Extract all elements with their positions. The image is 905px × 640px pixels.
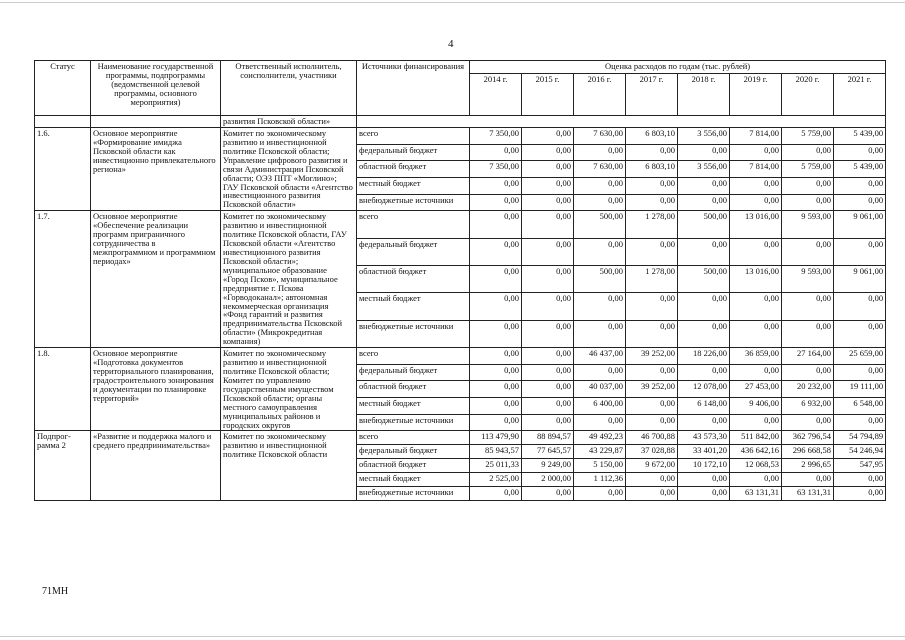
amount-cell: 46 437,00 (574, 348, 626, 365)
funding-source: областной бюджет (357, 381, 470, 398)
row-status: Подпрог-рамма 2 (35, 431, 91, 501)
row-responsible: Комитет по экономическому развитию и инвестиционной политике Псковской области, ГАУ Псковской области «Агентство инвестиционного развития Псковской области»; муниципальное образование «Город Псков», муниципальное предприятие г. Пскова «Горводоканал»; автономная некоммерческая организация «Фонд гарантий и развития предпринимательства Псковской области» (Микрокредитная компания) (221, 211, 357, 348)
amount-cell: 9 672,00 (626, 459, 678, 473)
amount-cell: 1 278,00 (626, 211, 678, 238)
row-status: 1.8. (35, 348, 91, 431)
amount-cell: 0,00 (730, 320, 782, 347)
amount-cell: 0,00 (574, 194, 626, 211)
row-responsible: Комитет по экономическому развитию и инвестиционной политике Псковской области (221, 431, 357, 501)
funding-source: федеральный бюджет (357, 238, 470, 265)
amount-cell: 0,00 (730, 364, 782, 381)
amount-cell: 0,00 (574, 320, 626, 347)
amount-cell: 37 028,88 (626, 445, 678, 459)
amount-cell: 0,00 (626, 398, 678, 415)
amount-cell: 0,00 (834, 414, 886, 431)
amount-cell: 2 000,00 (522, 473, 574, 487)
amount-cell: 0,00 (678, 487, 730, 501)
amount-cell: 2 996,65 (782, 459, 834, 473)
amount-cell: 9 061,00 (834, 211, 886, 238)
amount-cell: 500,00 (574, 266, 626, 293)
amount-cell: 0,00 (834, 364, 886, 381)
amount-cell: 0,00 (626, 320, 678, 347)
amount-cell: 10 172,10 (678, 459, 730, 473)
amount-cell: 0,00 (834, 473, 886, 487)
amount-cell: 0,00 (626, 487, 678, 501)
amount-cell: 0,00 (522, 161, 574, 178)
amount-cell: 9 593,00 (782, 211, 834, 238)
amount-cell: 77 645,57 (522, 445, 574, 459)
amount-cell: 436 642,16 (730, 445, 782, 459)
scan-edge-bottom (0, 636, 905, 637)
table-row (35, 348, 886, 365)
amount-cell: 296 668,58 (782, 445, 834, 459)
amount-cell: 0,00 (574, 177, 626, 194)
amount-cell: 0,00 (730, 414, 782, 431)
amount-cell: 6 803,10 (626, 161, 678, 178)
amount-cell: 39 252,00 (626, 381, 678, 398)
amount-cell: 0,00 (470, 211, 522, 238)
amount-cell: 0,00 (522, 177, 574, 194)
amount-cell: 7 630,00 (574, 161, 626, 178)
amount-cell: 7 350,00 (470, 128, 522, 145)
amount-cell: 6 548,00 (834, 398, 886, 415)
header-responsible: Ответственный исполнитель, соисполнители, участники (221, 61, 357, 116)
amount-cell: 12 068,53 (730, 459, 782, 473)
amount-cell: 43 229,87 (574, 445, 626, 459)
amount-cell: 500,00 (678, 266, 730, 293)
amount-cell: 0,00 (782, 177, 834, 194)
amount-cell: 5 439,00 (834, 128, 886, 145)
amount-cell: 0,00 (626, 473, 678, 487)
amount-cell: 0,00 (522, 364, 574, 381)
budget-table (34, 60, 886, 501)
amount-cell: 0,00 (678, 293, 730, 320)
amount-cell: 46 700,88 (626, 431, 678, 445)
amount-cell: 0,00 (522, 348, 574, 365)
amount-cell: 36 859,00 (730, 348, 782, 365)
amount-cell: 0,00 (678, 144, 730, 161)
amount-cell: 20 232,00 (782, 381, 834, 398)
amount-cell: 0,00 (678, 473, 730, 487)
scan-edge-top (0, 2, 905, 3)
amount-cell: 0,00 (626, 364, 678, 381)
amount-cell: 0,00 (522, 211, 574, 238)
amount-cell: 5 439,00 (834, 161, 886, 178)
page-number: 4 (448, 38, 454, 50)
amount-cell: 0,00 (470, 381, 522, 398)
amount-cell: 0,00 (730, 194, 782, 211)
row-status: 1.6. (35, 128, 91, 211)
funding-source: всего (357, 211, 470, 238)
amount-cell: 0,00 (834, 238, 886, 265)
year-header: 2021 г. (834, 74, 886, 116)
funding-source: всего (357, 348, 470, 365)
amount-cell: 19 111,00 (834, 381, 886, 398)
amount-cell: 49 492,23 (574, 431, 626, 445)
amount-cell: 54 794,89 (834, 431, 886, 445)
amount-cell: 63 131,31 (730, 487, 782, 501)
amount-cell: 0,00 (522, 144, 574, 161)
amount-cell: 0,00 (678, 194, 730, 211)
amount-cell: 85 943,57 (470, 445, 522, 459)
year-header: 2017 г. (626, 74, 678, 116)
funding-source: местный бюджет (357, 293, 470, 320)
funding-source: местный бюджет (357, 473, 470, 487)
amount-cell: 7 814,00 (730, 128, 782, 145)
amount-cell: 0,00 (626, 194, 678, 211)
funding-source: местный бюджет (357, 177, 470, 194)
amount-cell: 0,00 (470, 364, 522, 381)
amount-cell: 0,00 (782, 320, 834, 347)
year-header: 2014 г. (470, 74, 522, 116)
amount-cell: 0,00 (470, 398, 522, 415)
amount-cell: 7 630,00 (574, 128, 626, 145)
amount-cell: 40 037,00 (574, 381, 626, 398)
amount-cell: 0,00 (470, 144, 522, 161)
amount-cell: 0,00 (782, 144, 834, 161)
amount-cell: 0,00 (782, 473, 834, 487)
funding-source: областной бюджет (357, 459, 470, 473)
amount-cell: 0,00 (470, 194, 522, 211)
amount-cell: 0,00 (470, 487, 522, 501)
amount-cell: 0,00 (678, 414, 730, 431)
amount-cell: 511 842,00 (730, 431, 782, 445)
amount-cell: 0,00 (470, 320, 522, 347)
amount-cell: 0,00 (522, 128, 574, 145)
amount-cell: 547,95 (834, 459, 886, 473)
amount-cell: 6 932,00 (782, 398, 834, 415)
funding-source: местный бюджет (357, 398, 470, 415)
amount-cell: 0,00 (470, 266, 522, 293)
header-status: Статус (35, 61, 91, 116)
amount-cell: 0,00 (522, 194, 574, 211)
funding-source: областной бюджет (357, 266, 470, 293)
amount-cell: 0,00 (626, 293, 678, 320)
amount-cell: 25 011,33 (470, 459, 522, 473)
amount-cell: 7 350,00 (470, 161, 522, 178)
amount-cell: 0,00 (834, 320, 886, 347)
amount-cell: 0,00 (626, 414, 678, 431)
amount-cell: 6 400,00 (574, 398, 626, 415)
funding-source: внебюджетные источники (357, 194, 470, 211)
amount-cell: 9 061,00 (834, 266, 886, 293)
amount-cell: 113 479,90 (470, 431, 522, 445)
amount-cell: 0,00 (782, 364, 834, 381)
amount-cell: 0,00 (782, 414, 834, 431)
amount-cell: 0,00 (522, 414, 574, 431)
amount-cell: 0,00 (574, 293, 626, 320)
amount-cell: 39 252,00 (626, 348, 678, 365)
amount-cell: 9 249,00 (522, 459, 574, 473)
row-name: Основное мероприятие «Подготовка документов территориального планирования, градостроительного зонирования и документации по планировке территорий» (91, 348, 221, 431)
row-name: «Развитие и поддержка малого и среднего предпринимательства» (91, 431, 221, 501)
amount-cell: 13 016,00 (730, 266, 782, 293)
amount-cell: 25 659,00 (834, 348, 886, 365)
amount-cell: 43 573,30 (678, 431, 730, 445)
continuation-row (35, 116, 886, 128)
amount-cell: 0,00 (834, 194, 886, 211)
amount-cell: 9 406,00 (730, 398, 782, 415)
amount-cell: 2 525,00 (470, 473, 522, 487)
amount-cell: 0,00 (522, 238, 574, 265)
amount-cell: 0,00 (678, 238, 730, 265)
amount-cell: 0,00 (470, 293, 522, 320)
amount-cell: 12 078,00 (678, 381, 730, 398)
amount-cell: 0,00 (678, 177, 730, 194)
amount-cell: 1 112,36 (574, 473, 626, 487)
amount-cell: 18 226,00 (678, 348, 730, 365)
amount-cell: 0,00 (730, 238, 782, 265)
table-row (35, 211, 886, 238)
amount-cell: 0,00 (522, 487, 574, 501)
amount-cell: 88 894,57 (522, 431, 574, 445)
amount-cell: 362 796,54 (782, 431, 834, 445)
header-row (35, 61, 886, 74)
amount-cell: 0,00 (678, 364, 730, 381)
amount-cell: 0,00 (522, 381, 574, 398)
amount-cell: 0,00 (574, 144, 626, 161)
amount-cell: 0,00 (782, 194, 834, 211)
amount-cell: 54 246,94 (834, 445, 886, 459)
funding-source: федеральный бюджет (357, 364, 470, 381)
amount-cell: 0,00 (574, 487, 626, 501)
amount-cell: 0,00 (470, 348, 522, 365)
amount-cell: 0,00 (574, 414, 626, 431)
amount-cell: 3 556,00 (678, 128, 730, 145)
amount-cell: 500,00 (678, 211, 730, 238)
header-estimate: Оценка расходов по годам (тыс. рублей) (470, 61, 886, 74)
amount-cell: 5 150,00 (574, 459, 626, 473)
year-header: 2016 г. (574, 74, 626, 116)
amount-cell: 5 759,00 (782, 128, 834, 145)
funding-source: всего (357, 431, 470, 445)
amount-cell: 27 453,00 (730, 381, 782, 398)
table-row (35, 128, 886, 145)
year-header: 2015 г. (522, 74, 574, 116)
amount-cell: 7 814,00 (730, 161, 782, 178)
funding-source: всего (357, 128, 470, 145)
amount-cell: 0,00 (782, 293, 834, 320)
row-status: 1.7. (35, 211, 91, 348)
row-name: Основное мероприятие «Обеспечение реализации программ приграничного сотрудничества в межпрограммном и программном периодах» (91, 211, 221, 348)
amount-cell: 1 278,00 (626, 266, 678, 293)
amount-cell: 63 131,31 (782, 487, 834, 501)
amount-cell: 0,00 (626, 238, 678, 265)
amount-cell: 27 164,00 (782, 348, 834, 365)
amount-cell: 500,00 (574, 211, 626, 238)
amount-cell: 0,00 (678, 320, 730, 347)
amount-cell: 0,00 (730, 177, 782, 194)
amount-cell: 6 803,10 (626, 128, 678, 145)
amount-cell: 0,00 (574, 364, 626, 381)
header-sources: Источники финансирования (357, 61, 470, 116)
amount-cell: 0,00 (522, 266, 574, 293)
amount-cell: 0,00 (626, 144, 678, 161)
year-header: 2018 г. (678, 74, 730, 116)
amount-cell: 0,00 (470, 414, 522, 431)
funding-source: внебюджетные источники (357, 414, 470, 431)
amount-cell: 0,00 (470, 177, 522, 194)
funding-source: внебюджетные источники (357, 320, 470, 347)
funding-source: областной бюджет (357, 161, 470, 178)
funding-source: внебюджетные источники (357, 487, 470, 501)
amount-cell: 0,00 (626, 177, 678, 194)
row-responsible: Комитет по экономическому развитию и инвестиционной политике Псковской области; Управление цифрового развития и связи Администрации Псковской области; ОЭЗ ППТ «Моглино»; ГАУ Псковской области «Агентство инвестиционного развития Псковской области» (221, 128, 357, 211)
header-name: Наименование государственной программы, подпрограммы (ведомственной целевой программы, основного мероприятия) (91, 61, 221, 116)
amount-cell: 33 401,20 (678, 445, 730, 459)
amount-cell: 3 556,00 (678, 161, 730, 178)
amount-cell: 0,00 (522, 320, 574, 347)
amount-cell: 0,00 (834, 144, 886, 161)
amount-cell: 0,00 (522, 293, 574, 320)
amount-cell: 0,00 (834, 293, 886, 320)
footer-code: 71МН (42, 586, 69, 597)
amount-cell: 0,00 (782, 238, 834, 265)
amount-cell: 5 759,00 (782, 161, 834, 178)
amount-cell: 9 593,00 (782, 266, 834, 293)
funding-source: федеральный бюджет (357, 144, 470, 161)
continuation-text: развития Псковской области» (221, 116, 357, 128)
amount-cell: 0,00 (834, 177, 886, 194)
year-header: 2020 г. (782, 74, 834, 116)
amount-cell: 0,00 (470, 238, 522, 265)
year-header: 2019 г. (730, 74, 782, 116)
amount-cell: 0,00 (730, 144, 782, 161)
row-responsible: Комитет по экономическому развитию и инвестиционной политике Псковской области; Комитет по управлению государственным имуществом Псковской области; органы местного самоуправления муниципальных районов и городских округов (221, 348, 357, 431)
funding-source: федеральный бюджет (357, 445, 470, 459)
amount-cell: 0,00 (730, 293, 782, 320)
amount-cell: 0,00 (522, 398, 574, 415)
row-name: Основное мероприятие «Формирование имиджа Псковской области как инвестиционно привлекательного региона» (91, 128, 221, 211)
amount-cell: 0,00 (834, 487, 886, 501)
table-row (35, 431, 886, 445)
amount-cell: 0,00 (574, 238, 626, 265)
amount-cell: 6 148,00 (678, 398, 730, 415)
amount-cell: 0,00 (730, 473, 782, 487)
amount-cell: 13 016,00 (730, 211, 782, 238)
